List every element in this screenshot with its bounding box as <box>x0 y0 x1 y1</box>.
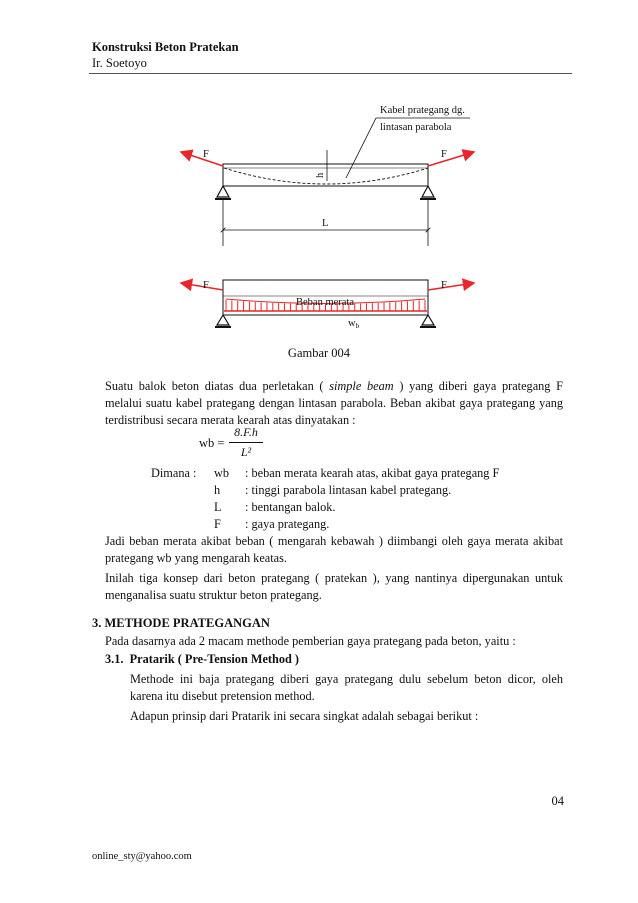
force-arrow-right <box>428 152 474 166</box>
parabolic-cable <box>224 168 428 184</box>
subsection-paragraph-1: Methode ini baja prategang diberi gaya prategang dulu sebelum beton dicor, oleh karena itu disebut pretension method. <box>130 672 563 703</box>
force-label-left-2: F <box>203 280 209 291</box>
force-arrow-right-2 <box>428 283 474 290</box>
left-support-2 <box>217 315 229 325</box>
formula-lhs: wb = <box>199 436 225 450</box>
cable-leader-line <box>346 118 376 178</box>
document-author: Ir. Soetoyo <box>92 56 147 70</box>
def-description: : bentangan balok. <box>245 500 336 514</box>
footer-email: online_sty@yahoo.com <box>92 851 192 862</box>
paragraph-concepts: Inilah tiga konsep dari beton prategang ( pratekan ), yang nantinya dipergunakan untuk menganalisa suatu struktur beton prategang. <box>105 571 563 602</box>
def-description: : beban merata kearah atas, akibat gaya prategang F <box>245 466 500 480</box>
load-symbol: wb <box>348 318 360 330</box>
force-arrow-left <box>181 152 223 166</box>
cable-label-line1: Kabel prategang dg. <box>380 105 465 116</box>
right-support <box>422 186 434 197</box>
italic-term: simple beam <box>329 379 394 393</box>
height-label: h <box>315 172 326 178</box>
force-label-right: F <box>441 149 447 160</box>
subsection-paragraph-2: Adapun prinsip dari Pratarik ini secara singkat adalah sebagai berikut : <box>130 709 479 723</box>
cable-label-line2: lintasan parabola <box>380 122 452 133</box>
formula-denominator: L² <box>240 445 252 459</box>
def-description: : gaya prategang. <box>245 517 330 531</box>
beam-diagram <box>0 0 638 345</box>
left-support <box>217 186 229 197</box>
force-label-left: F <box>203 149 209 160</box>
formula-fraction-bar <box>229 442 263 443</box>
paragraph-balance: Jadi beban merata akibat beban ( mengarah kebawah ) diimbangi oleh gaya merata akibat prategang wb yang mengarah keatas. <box>105 534 563 565</box>
subsection-heading: 3.1. Pratarik ( Pre-Tension Method ) <box>105 652 300 666</box>
document-title: Konstruksi Beton Pratekan <box>92 40 239 54</box>
figure-caption: Gambar 004 <box>287 346 351 360</box>
def-description: : tinggi parabola lintasan kabel prategang. <box>245 483 452 497</box>
page-number: 04 <box>551 794 564 808</box>
load-label: Beban merata <box>296 297 355 308</box>
definitions-intro: Dimana : <box>151 466 197 480</box>
right-support-2 <box>422 315 434 325</box>
section-heading: 3. METHODE PRATEGANGAN <box>92 616 270 630</box>
span-label: L <box>322 218 329 229</box>
section-intro: Pada dasarnya ada 2 macam methode pemberian gaya prategang pada beton, yaitu : <box>105 634 516 648</box>
def-symbol: F <box>214 517 221 531</box>
force-label-right-2: F <box>441 280 447 291</box>
paragraph-intro: Suatu balok beton diatas dua perletakan ( simple beam ) yang diberi gaya prategang F melalui suatu kabel prategang dengan lintasan parabola. Beban akibat gaya prategang yang terdistribusi secara merata kearah atas dinyatakan : <box>105 379 563 427</box>
def-symbol: h <box>214 483 221 497</box>
formula-numerator: 8.F.h <box>234 425 258 439</box>
def-symbol: wb <box>214 466 230 480</box>
force-arrow-left-2 <box>181 283 223 290</box>
def-symbol: L <box>214 500 222 514</box>
